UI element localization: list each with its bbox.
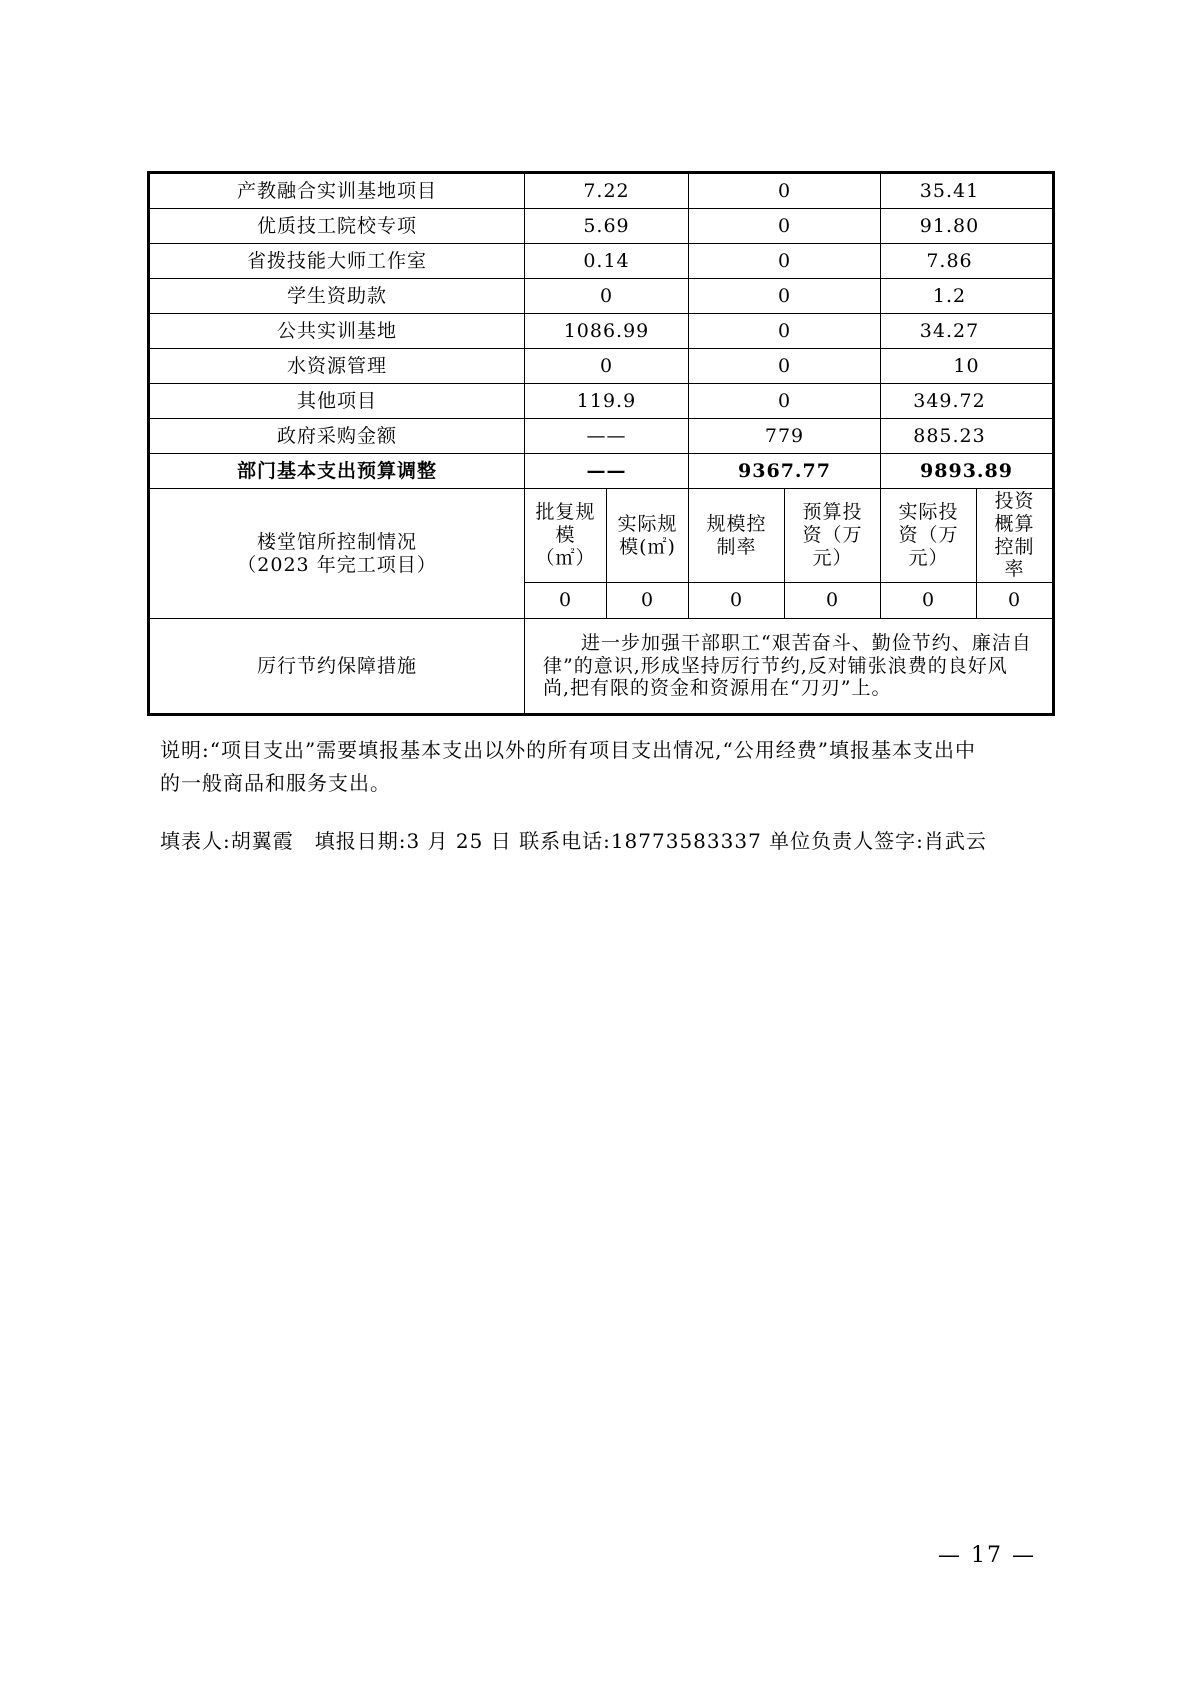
saving-row <box>149 619 1054 715</box>
row-label: 优质技工院校专项 <box>149 209 525 244</box>
cell-value: 0 <box>525 279 689 314</box>
table-row <box>149 454 1054 489</box>
header-line: 资（万 <box>802 524 863 547</box>
row-label: 水资源管理 <box>149 349 525 384</box>
header-line: 预算投 <box>802 501 863 524</box>
note-line: 说明:“项目支出”需要填报基本支出以外的所有项目支出情况,“公用经费”填报基本支出中 <box>160 738 976 762</box>
column-header <box>881 489 977 583</box>
table-row <box>149 314 1054 349</box>
header-line: 模(㎡) <box>619 535 676 558</box>
cell-value: 1086.99 <box>525 314 689 349</box>
table-row <box>149 279 1054 314</box>
header-line: 实际投 <box>898 501 959 524</box>
column-header <box>607 489 689 583</box>
row-label: 部门基本支出预算调整 <box>149 454 525 489</box>
row-label: 其他项目 <box>149 384 525 419</box>
building-label <box>149 489 525 619</box>
table-row <box>149 209 1054 244</box>
cell-value: 0 <box>689 244 881 279</box>
cell-value: 5.69 <box>525 209 689 244</box>
table-row <box>149 419 1054 454</box>
cell-value: 35.41 <box>881 173 1054 209</box>
cell-value: 0 <box>607 583 689 619</box>
cell-value: 9893.89 <box>881 454 1054 489</box>
cell-value: 0 <box>689 209 881 244</box>
cell-value: 7.86 <box>881 244 1054 279</box>
header-line: 投资 <box>994 489 1035 512</box>
row-label: 学生资助款 <box>149 279 525 314</box>
cell-value: 9367.77 <box>689 454 881 489</box>
cell-value: —— <box>525 454 689 489</box>
header-line: 元） <box>908 546 949 569</box>
cell-value: 0 <box>689 583 785 619</box>
cell-value: 349.72 <box>881 384 1054 419</box>
cell-value: 0.14 <box>525 244 689 279</box>
header-line: 概算 <box>994 512 1035 535</box>
cell-value: 0 <box>689 279 881 314</box>
column-header <box>525 489 607 583</box>
table-row <box>149 384 1054 419</box>
cell-value: 0 <box>689 173 881 209</box>
budget-table <box>147 171 1055 716</box>
cell-value: 0 <box>785 583 881 619</box>
cell-value: 0 <box>689 314 881 349</box>
cell-value: 0 <box>525 349 689 384</box>
cell-value: 0 <box>525 583 607 619</box>
saving-line <box>543 632 1034 655</box>
saving-label: 厉行节约保障措施 <box>149 619 525 715</box>
cell-value: 0 <box>881 583 977 619</box>
page-number: — 17 — <box>938 1543 1036 1568</box>
saving-line: 尚,把有限的资金和资源用在“刀刃”上。 <box>543 677 892 700</box>
explanation-note <box>160 734 1040 800</box>
row-label: 政府采购金额 <box>149 419 525 454</box>
header-line: 控制 <box>994 535 1035 558</box>
column-header <box>977 489 1054 583</box>
header-line: 模 <box>555 524 576 547</box>
saving-line-text: 进一步加强干部职工“艰苦奋斗、勤俭节约、廉洁自 <box>581 631 1032 654</box>
cell-value: 34.27 <box>881 314 1054 349</box>
cell-value: 91.80 <box>881 209 1054 244</box>
header-line: （㎡） <box>535 546 596 569</box>
saving-line: 律”的意识,形成坚持厉行节约,反对铺张浪费的良好风 <box>543 654 1008 677</box>
header-line: 实际规 <box>617 512 678 535</box>
cell-value: 119.9 <box>525 384 689 419</box>
header-line: 规模控 <box>706 512 767 535</box>
saving-text <box>525 619 1054 715</box>
note-line: 的一般商品和服务支出。 <box>160 771 391 795</box>
row-label: 省拨技能大师工作室 <box>149 244 525 279</box>
header-line: 元） <box>812 546 853 569</box>
cell-value: 0 <box>689 384 881 419</box>
cell-value: 0 <box>689 349 881 384</box>
cell-value: 7.22 <box>525 173 689 209</box>
row-label: 公共实训基地 <box>149 314 525 349</box>
cell-value: 779 <box>689 419 881 454</box>
building-header-row <box>149 489 1054 583</box>
row-label: 产教融合实训基地项目 <box>149 173 525 209</box>
signature-line: 填表人:胡翼霞 填报日期:3 月 25 日 联系电话:18773583337 单位负责人签字:肖武云 <box>160 829 987 853</box>
column-header <box>689 489 785 583</box>
table-row <box>149 244 1054 279</box>
header-line: 批复规 <box>535 501 596 524</box>
header-line: 资（万 <box>898 524 959 547</box>
column-header <box>785 489 881 583</box>
table-row <box>149 349 1054 384</box>
table-row <box>149 173 1054 209</box>
building-label-line1: 楼堂馆所控制情况 <box>256 530 417 553</box>
cell-value: —— <box>525 419 689 454</box>
cell-value: 885.23 <box>881 419 1054 454</box>
building-label-line2: （2023 年完工项目） <box>237 553 437 576</box>
cell-value: 1.2 <box>881 279 1054 314</box>
cell-value: 0 <box>977 583 1054 619</box>
cell-value: 10 <box>881 349 1054 384</box>
header-line: 率 <box>1004 558 1025 581</box>
header-line: 制率 <box>716 535 757 558</box>
